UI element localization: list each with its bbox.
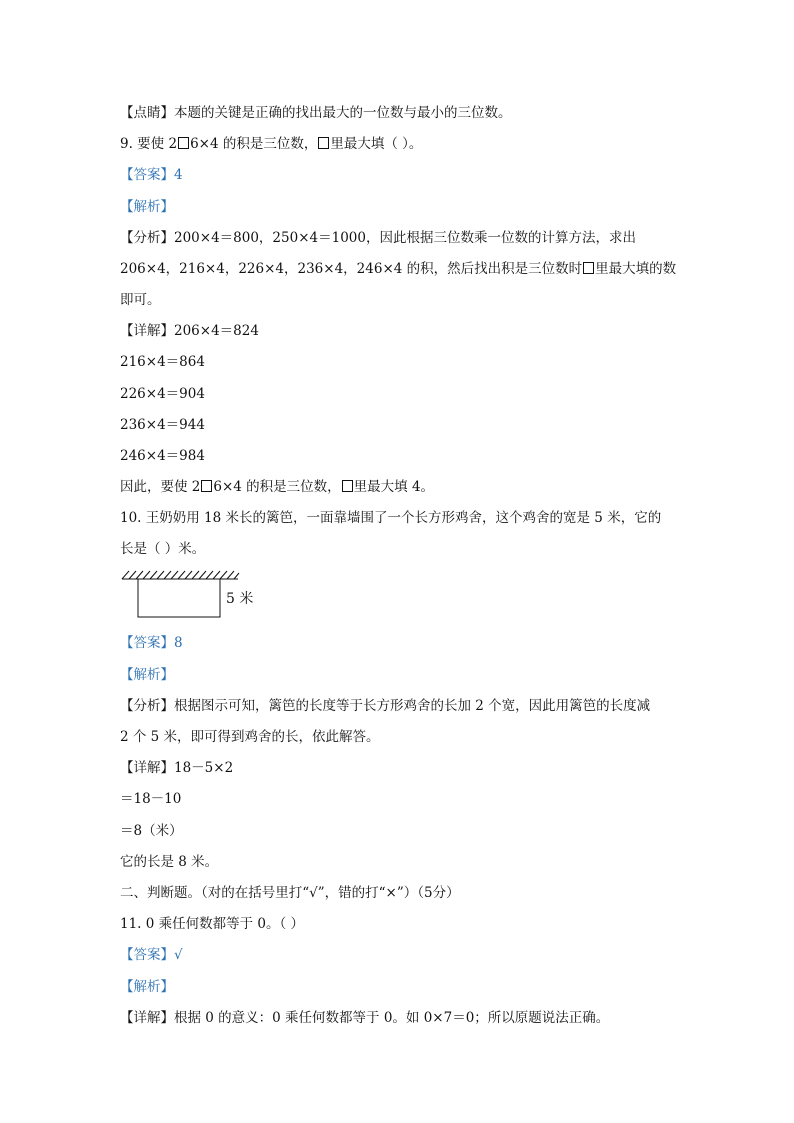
q9-text-post: 6×4 的积是三位数， bbox=[190, 136, 318, 152]
q10-detail-3: ＝8（米） bbox=[120, 823, 183, 839]
q9-detail-5: 246×4＝984 bbox=[120, 448, 205, 464]
q9-analysis-heading: 【解析】 bbox=[120, 199, 174, 215]
q11-answer: 【答案】√ bbox=[120, 947, 183, 963]
blank-box-icon bbox=[178, 137, 189, 149]
q9-fenxi-line2 bbox=[120, 259, 676, 279]
question-11: 11. 0 乘任何数都等于 0。（ ） bbox=[120, 916, 305, 932]
q9-text-pre: 9. 要使 2 bbox=[120, 136, 178, 152]
coop-rectangle bbox=[138, 579, 220, 617]
q10-detail-2: ＝18－10 bbox=[120, 791, 182, 807]
chicken-coop-figure bbox=[118, 566, 268, 622]
q9-fenxi2-post: 里最大填的数 bbox=[595, 261, 677, 277]
q10-conclusion: 它的长是 8 米。 bbox=[120, 854, 219, 870]
dianjing-line: 【点睛】本题的关键是正确的找出最大的一位数与最小的三位数。 bbox=[120, 105, 512, 121]
q10-detail-1: 【详解】18－5×2 bbox=[120, 760, 234, 776]
q9-conc-pre: 因此，要使 2 bbox=[120, 479, 201, 495]
q9-detail-2: 216×4＝864 bbox=[120, 354, 205, 370]
q9-detail-1: 【详解】206×4＝824 bbox=[120, 323, 259, 339]
q9-fenxi2-pre: 206×4，216×4，226×4，236×4，246×4 的积，然后找出积是三位数时 bbox=[120, 261, 583, 277]
blank-box-icon bbox=[583, 262, 594, 274]
q9-fenxi-line3: 即可。 bbox=[120, 292, 161, 308]
width-label: 5 米 bbox=[226, 591, 254, 607]
q9-conc-mid: 6×4 的积是三位数， bbox=[213, 479, 341, 495]
blank-box-icon bbox=[318, 137, 329, 149]
q11-detail: 【详解】根据 0 的意义：0 乘任何数都等于 0。如 0×7＝0；所以原题说法正确。 bbox=[120, 1010, 610, 1026]
q10-fenxi-line2: 2 个 5 米，即可得到鸡舍的长，依此解答。 bbox=[120, 729, 380, 745]
section-2-heading: 二、判断题。（对的在括号里打“√”，错的打“×”）（5分） bbox=[120, 885, 460, 901]
q9-answer: 【答案】4 bbox=[120, 167, 183, 183]
blank-box-icon bbox=[201, 480, 212, 492]
blank-box-icon bbox=[342, 480, 353, 492]
wall-hatching bbox=[122, 571, 239, 579]
question-10-line1: 10. 王奶奶用 18 米长的篱笆，一面靠墙围了一个长方形鸡舍，这个鸡舍的宽是 5 米，它的 bbox=[120, 510, 662, 526]
q9-detail-3: 226×4＝904 bbox=[120, 386, 205, 402]
q10-fenxi-line1: 【分析】根据图示可知，篱笆的长度等于长方形鸡舍的长加 2 个宽，因此用篱笆的长度减 bbox=[120, 698, 651, 714]
q9-conclusion bbox=[120, 477, 434, 497]
q9-fenxi-line1: 【分析】200×4＝800，250×4＝1000，因此根据三位数乘一位数的计算方法，求出 bbox=[120, 230, 636, 246]
question-10-line2: 长是（ ）米。 bbox=[120, 541, 206, 557]
q9-detail-4: 236×4＝944 bbox=[120, 417, 205, 433]
q9-conc-post: 里最大填 4。 bbox=[353, 479, 435, 495]
q9-text-tail: 里最大填（ ）。 bbox=[330, 136, 423, 152]
question-9 bbox=[120, 134, 422, 154]
q11-analysis-heading: 【解析】 bbox=[120, 979, 174, 995]
q10-answer: 【答案】8 bbox=[120, 635, 183, 651]
q10-analysis-heading: 【解析】 bbox=[120, 667, 174, 683]
